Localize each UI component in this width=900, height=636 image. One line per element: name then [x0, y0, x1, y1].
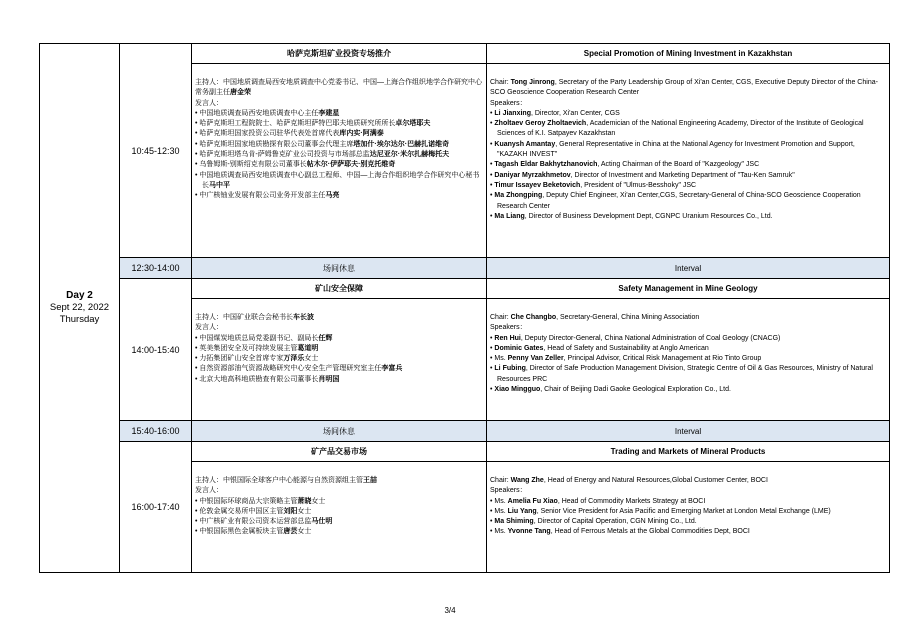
speaker-item: [490, 385, 886, 395]
interval-cn: 场间休息: [192, 421, 487, 441]
session-en-body: [487, 64, 889, 222]
chair-line: [490, 78, 886, 99]
speaker-item: [195, 150, 483, 160]
speaker-name: Daniyar Myrzakhmetov: [494, 171, 571, 179]
speaker-desc: 自然资源部油气资源战略研究中心安全生产管理研究室主任: [199, 365, 382, 373]
chair-desc: , Head of Energy and Natural Resources,Global Customer Center, BOCI: [543, 477, 768, 484]
session-cn-cell: [192, 442, 487, 572]
speaker-item: [195, 334, 483, 344]
speaker-item: [195, 109, 483, 119]
speaker-name: 马仕明: [311, 518, 333, 526]
speaker-name: Ma Liang: [494, 212, 525, 220]
speaker-desc: , Director of Business Development Dept, CGNPC Uranium Resources Co., Ltd.: [524, 212, 773, 220]
speaker-desc: , Senior Vice President for Asia Pacific and Emerging Market at London Metal Exchange (LME): [536, 507, 831, 515]
speaker-item: [490, 119, 886, 140]
interval-time: 15:40-16:00: [120, 421, 192, 441]
chair-line: [195, 78, 483, 99]
speaker-name: 塔加什·埃尔达尔·巴赫扎诺维奇: [353, 140, 450, 148]
speaker-desc: , Director of Investment and Marketing Department of "Tau-Ken Samruk": [570, 171, 795, 179]
session-cn-title: 哈萨克斯坦矿业投资专场推介: [192, 44, 486, 64]
session-en-cell: [487, 442, 889, 572]
session-cn-cell: [192, 279, 487, 420]
speaker-name: Tagash Eldar Bakhytzhanovich: [494, 161, 598, 169]
session-cn-cell: [192, 44, 487, 257]
speaker-name: Li Fubing: [494, 365, 526, 373]
speakers-label: Speakers：: [490, 324, 527, 332]
chair-desc: , Secretary-General, China Mining Association: [556, 314, 700, 321]
speaker-item: [490, 109, 886, 119]
speaker-name: Dominic Gates: [494, 344, 544, 352]
speaker-item: [195, 364, 483, 374]
speaker-suffix: 女士: [311, 497, 326, 505]
session-time: 10:45-12:30: [120, 44, 192, 257]
speaker-name: Amelia Fu Xiao: [507, 497, 558, 505]
chair-name: Tong Jinrong: [510, 79, 555, 86]
speaker-desc: , Chair of Beijing Dadi Gaoke Geological Exploration Co., Ltd.: [540, 386, 731, 394]
speaker-desc: , Acting Chairman of the Board of "Kazgeology" JSC: [597, 161, 760, 169]
speaker-item: [490, 497, 886, 507]
session-en-cell: [487, 44, 889, 257]
speaker-desc: , Principal Advisor, Critical Risk Management at Rio Tinto Group: [563, 355, 762, 363]
speaker-desc: , Director, Xi'an Center, CGS: [530, 109, 620, 117]
speaker-prefix: Ms.: [494, 528, 508, 536]
speaker-item: [490, 344, 886, 354]
speaker-item: [490, 140, 886, 161]
speaker-desc: 哈萨克斯坦工程院院士、哈萨克斯坦萨特巴耶夫地质研究所所长: [199, 120, 396, 128]
speaker-desc: 北京大地高科地质勘查有限公司董事长: [199, 375, 319, 383]
speaker-name: Yvonne Tang: [507, 528, 551, 536]
session-row: [120, 44, 889, 258]
speaker-prefix: Ms.: [494, 497, 508, 505]
speaker-desc: 中银国际环球商品大宗策略主管: [199, 497, 298, 505]
session-cn-title: 矿产品交易市场: [192, 442, 486, 462]
speaker-item: [490, 517, 886, 527]
interval-en: Interval: [674, 263, 702, 273]
interval-cn: 场间休息: [192, 258, 487, 278]
session-en-body: [487, 299, 889, 395]
session-en-title: Special Promotion of Mining Investment in Kazakhstan: [487, 44, 889, 64]
speaker-name: Kuanysh Amantay: [494, 140, 556, 148]
speaker-item: [195, 140, 483, 150]
speaker-name: 任辉: [318, 334, 333, 342]
chair-line: [195, 476, 483, 486]
speakers-label: 发言人：: [195, 487, 223, 495]
speaker-name: 萧晓: [297, 497, 312, 505]
speaker-item: [195, 354, 483, 364]
chair-label: Chair:: [490, 314, 511, 321]
speaker-item: [195, 344, 483, 354]
speaker-name: 马中平: [209, 181, 230, 189]
chair-name: 唐金荣: [230, 89, 251, 97]
speaker-name: 达尼亚尔·米尔扎赫梅托夫: [369, 151, 450, 159]
speaker-item: [490, 364, 886, 385]
speaker-prefix: Ms.: [494, 355, 508, 363]
speaker-name: 库内实·阿满泰: [339, 130, 384, 138]
speaker-desc: , Head of Ferrous Metals at the Global Commodities Dept, BOCI: [550, 528, 750, 536]
speaker-desc: , Head of Safety and Sustainability at Anglo American: [543, 344, 709, 352]
speaker-item: [490, 171, 886, 181]
interval-time: 12:30-14:00: [120, 258, 192, 278]
chair-name: 王喆: [363, 477, 377, 484]
speaker-desc: 伦敦金属交易所中国区主管: [199, 507, 284, 515]
speaker-desc: 中国地质调查局西安地质调查中心副总工程师、中国—上海合作组织地学合作研究中心秘书长: [199, 171, 480, 189]
speaker-item: [195, 375, 483, 385]
page-number: 3/4: [444, 606, 456, 615]
speaker-list: [195, 109, 483, 202]
speaker-desc: 哈萨克斯坦塔乌肯-萨姆鲁克矿业公司投资与市场部总监: [199, 151, 370, 159]
speaker-item: [195, 160, 483, 170]
speaker-name: Ma Zhongping: [494, 192, 543, 200]
session-cn-title: 矿山安全保障: [192, 279, 486, 299]
speaker-desc: , Director of Capital Operation, CGN Mining Co., Ltd.: [533, 518, 697, 526]
speaker-name: Ma Shiming: [494, 518, 534, 526]
speaker-suffix: 女士: [297, 528, 312, 536]
speaker-item: [195, 517, 483, 527]
speakers-label: Speakers：: [490, 99, 527, 107]
session-time: 16:00-17:40: [120, 442, 192, 572]
speaker-item: [490, 507, 886, 517]
day-label: Day 2: [66, 290, 93, 301]
session-en-title: Trading and Markets of Mineral Products: [487, 442, 889, 462]
chair-desc: , Secretary of the Party Leadership Group of Xi'an Center, CGS, Executive Deputy Director of the China-SCO Geoscience Cooperation Research Center: [490, 79, 878, 97]
speaker-list: [490, 109, 886, 222]
session-row: [120, 442, 889, 572]
day-column: [40, 44, 120, 572]
session-time: 14:00-15:40: [120, 279, 192, 420]
session-row: [120, 279, 889, 421]
day-date: Sept 22, 2022: [49, 302, 110, 313]
speaker-item: [195, 119, 483, 129]
session-en-cell: [487, 279, 889, 420]
interval-row: [120, 258, 889, 279]
chair-line: [195, 313, 483, 323]
speaker-desc: , Deputy Director-General, China National Administration of Coal Geology (CNACG): [520, 334, 781, 342]
interval-row: [120, 421, 889, 442]
chair-desc: 主持人：中国矿业联合会秘书长: [195, 314, 293, 321]
speaker-desc: 中广核铀业发展有限公司业务开发部主任: [199, 192, 326, 200]
chair-line: [490, 476, 886, 486]
speaker-name: 万泽乐: [283, 355, 305, 363]
speaker-desc: 中国煤炭地质总局党委副书记、副局长: [199, 334, 319, 342]
speaker-name: 马亮: [325, 192, 340, 200]
speaker-name: Timur Issayev Beketovich: [494, 181, 581, 189]
session-en-body: [487, 462, 889, 538]
speaker-item: [195, 171, 483, 192]
chair-label: Chair:: [490, 477, 511, 484]
speaker-name: Xiao Mingguo: [494, 386, 541, 394]
speaker-item: [195, 129, 483, 139]
speaker-desc: , Director of Safe Production Management Division, Strategic Centre of Oil & Gas Resources, Ministry of Natural Resources PRC: [497, 365, 873, 383]
speaker-desc: 中广核矿业有限公司资本运营部总监: [199, 518, 312, 526]
session-en-title: Safety Management in Mine Geology: [487, 279, 889, 299]
speaker-name: Ren Hui: [494, 334, 521, 342]
speakers-label: 发言人：: [195, 324, 223, 332]
speaker-list: [490, 334, 886, 396]
speaker-desc: 乌鲁姆斯-别斯绍克有限公司董事长: [199, 161, 307, 169]
speaker-desc: 哈萨克斯坦国家地质勘探有限公司董事会代理主席: [199, 140, 354, 148]
chair-name: Wang Zhe: [510, 477, 544, 484]
speaker-name: 李富兵: [381, 365, 403, 373]
chair-desc: 主持人：中银国际全球客户中心能源与自然资源组主管: [195, 477, 363, 484]
speaker-item: [490, 181, 886, 191]
chair-line: [490, 313, 886, 323]
agenda-table: [39, 43, 890, 573]
chair-label: Chair:: [490, 79, 511, 86]
speaker-item: [195, 507, 483, 517]
speaker-item: [490, 527, 886, 537]
session-cn-body: [192, 64, 486, 202]
chair-desc: 主持人：中国地质调查局西安地质调查中心党委书记、中国—上海合作组织地学合作研究中心常务副主任: [195, 79, 482, 97]
speakers-label: 发言人：: [195, 99, 223, 107]
speaker-item: [490, 212, 886, 222]
speaker-desc: 英美集团安全及可持续发展主管: [199, 344, 298, 352]
speaker-name: 刘阳: [283, 507, 298, 515]
speaker-prefix: Ms.: [494, 507, 508, 515]
speaker-name: 李建星: [318, 109, 340, 117]
speaker-list: [490, 497, 886, 538]
speaker-item: [490, 354, 886, 364]
speaker-name: Zholtaev Geroy Zholtaevich: [494, 120, 587, 128]
speaker-name: Penny Van Zeller: [507, 355, 564, 363]
speaker-desc: 力拓集团矿山安全首席专家: [199, 355, 284, 363]
chair-name: 车长波: [293, 314, 314, 321]
day-weekday: Thursday: [59, 314, 100, 325]
speaker-list: [195, 497, 483, 538]
speaker-item: [195, 191, 483, 201]
speaker-desc: , Academician of the National Engineering Academy, Director of the Institute of Geological Sciences of K.I. Satpayev Kazakhstan: [497, 120, 864, 138]
speaker-name: 葛道明: [297, 344, 319, 352]
speaker-desc: 中国地质调查局西安地质调查中心主任: [199, 109, 319, 117]
speakers-label: Speakers：: [490, 487, 527, 495]
speaker-list: [195, 334, 483, 385]
interval-en: Interval: [674, 426, 702, 436]
speaker-desc: 哈萨克斯坦国家投资公司驻华代表处首席代表: [199, 130, 340, 138]
speaker-name: Li Jianxing: [494, 109, 531, 117]
speaker-item: [195, 497, 483, 507]
speaker-desc: 中银国际黑色金属板块主管: [199, 528, 284, 536]
speaker-name: 肖明国: [318, 375, 340, 383]
speaker-name: 卓尔塔耶夫: [395, 120, 431, 128]
speaker-item: [490, 160, 886, 170]
session-cn-body: [192, 462, 486, 538]
speaker-item: [490, 334, 886, 344]
speaker-suffix: 女士: [297, 507, 312, 515]
session-cn-body: [192, 299, 486, 385]
speaker-name: 唐芸: [283, 528, 298, 536]
speaker-item: [490, 191, 886, 212]
speaker-item: [195, 527, 483, 537]
chair-name: Che Changbo: [510, 314, 557, 321]
speaker-desc: , Deputy Chief Engineer, Xi'an Center,CGS, Secretary-General of China-SCO Geoscience Cooperation Research Center: [497, 192, 861, 210]
speaker-suffix: 女士: [304, 355, 319, 363]
speaker-desc: , Head of Commodity Markets Strategy at BOCI: [557, 497, 706, 505]
speaker-desc: , General Representative in China at the National Agency for Investment Promotion and Support, "KAZAKH INVEST": [497, 140, 855, 159]
speaker-desc: , President of "Ulmus-Besshoky" JSC: [580, 181, 697, 189]
speaker-name: 帖木尔·伊萨耶夫·别克托维奇: [306, 161, 396, 169]
speaker-name: Liu Yang: [507, 507, 537, 515]
